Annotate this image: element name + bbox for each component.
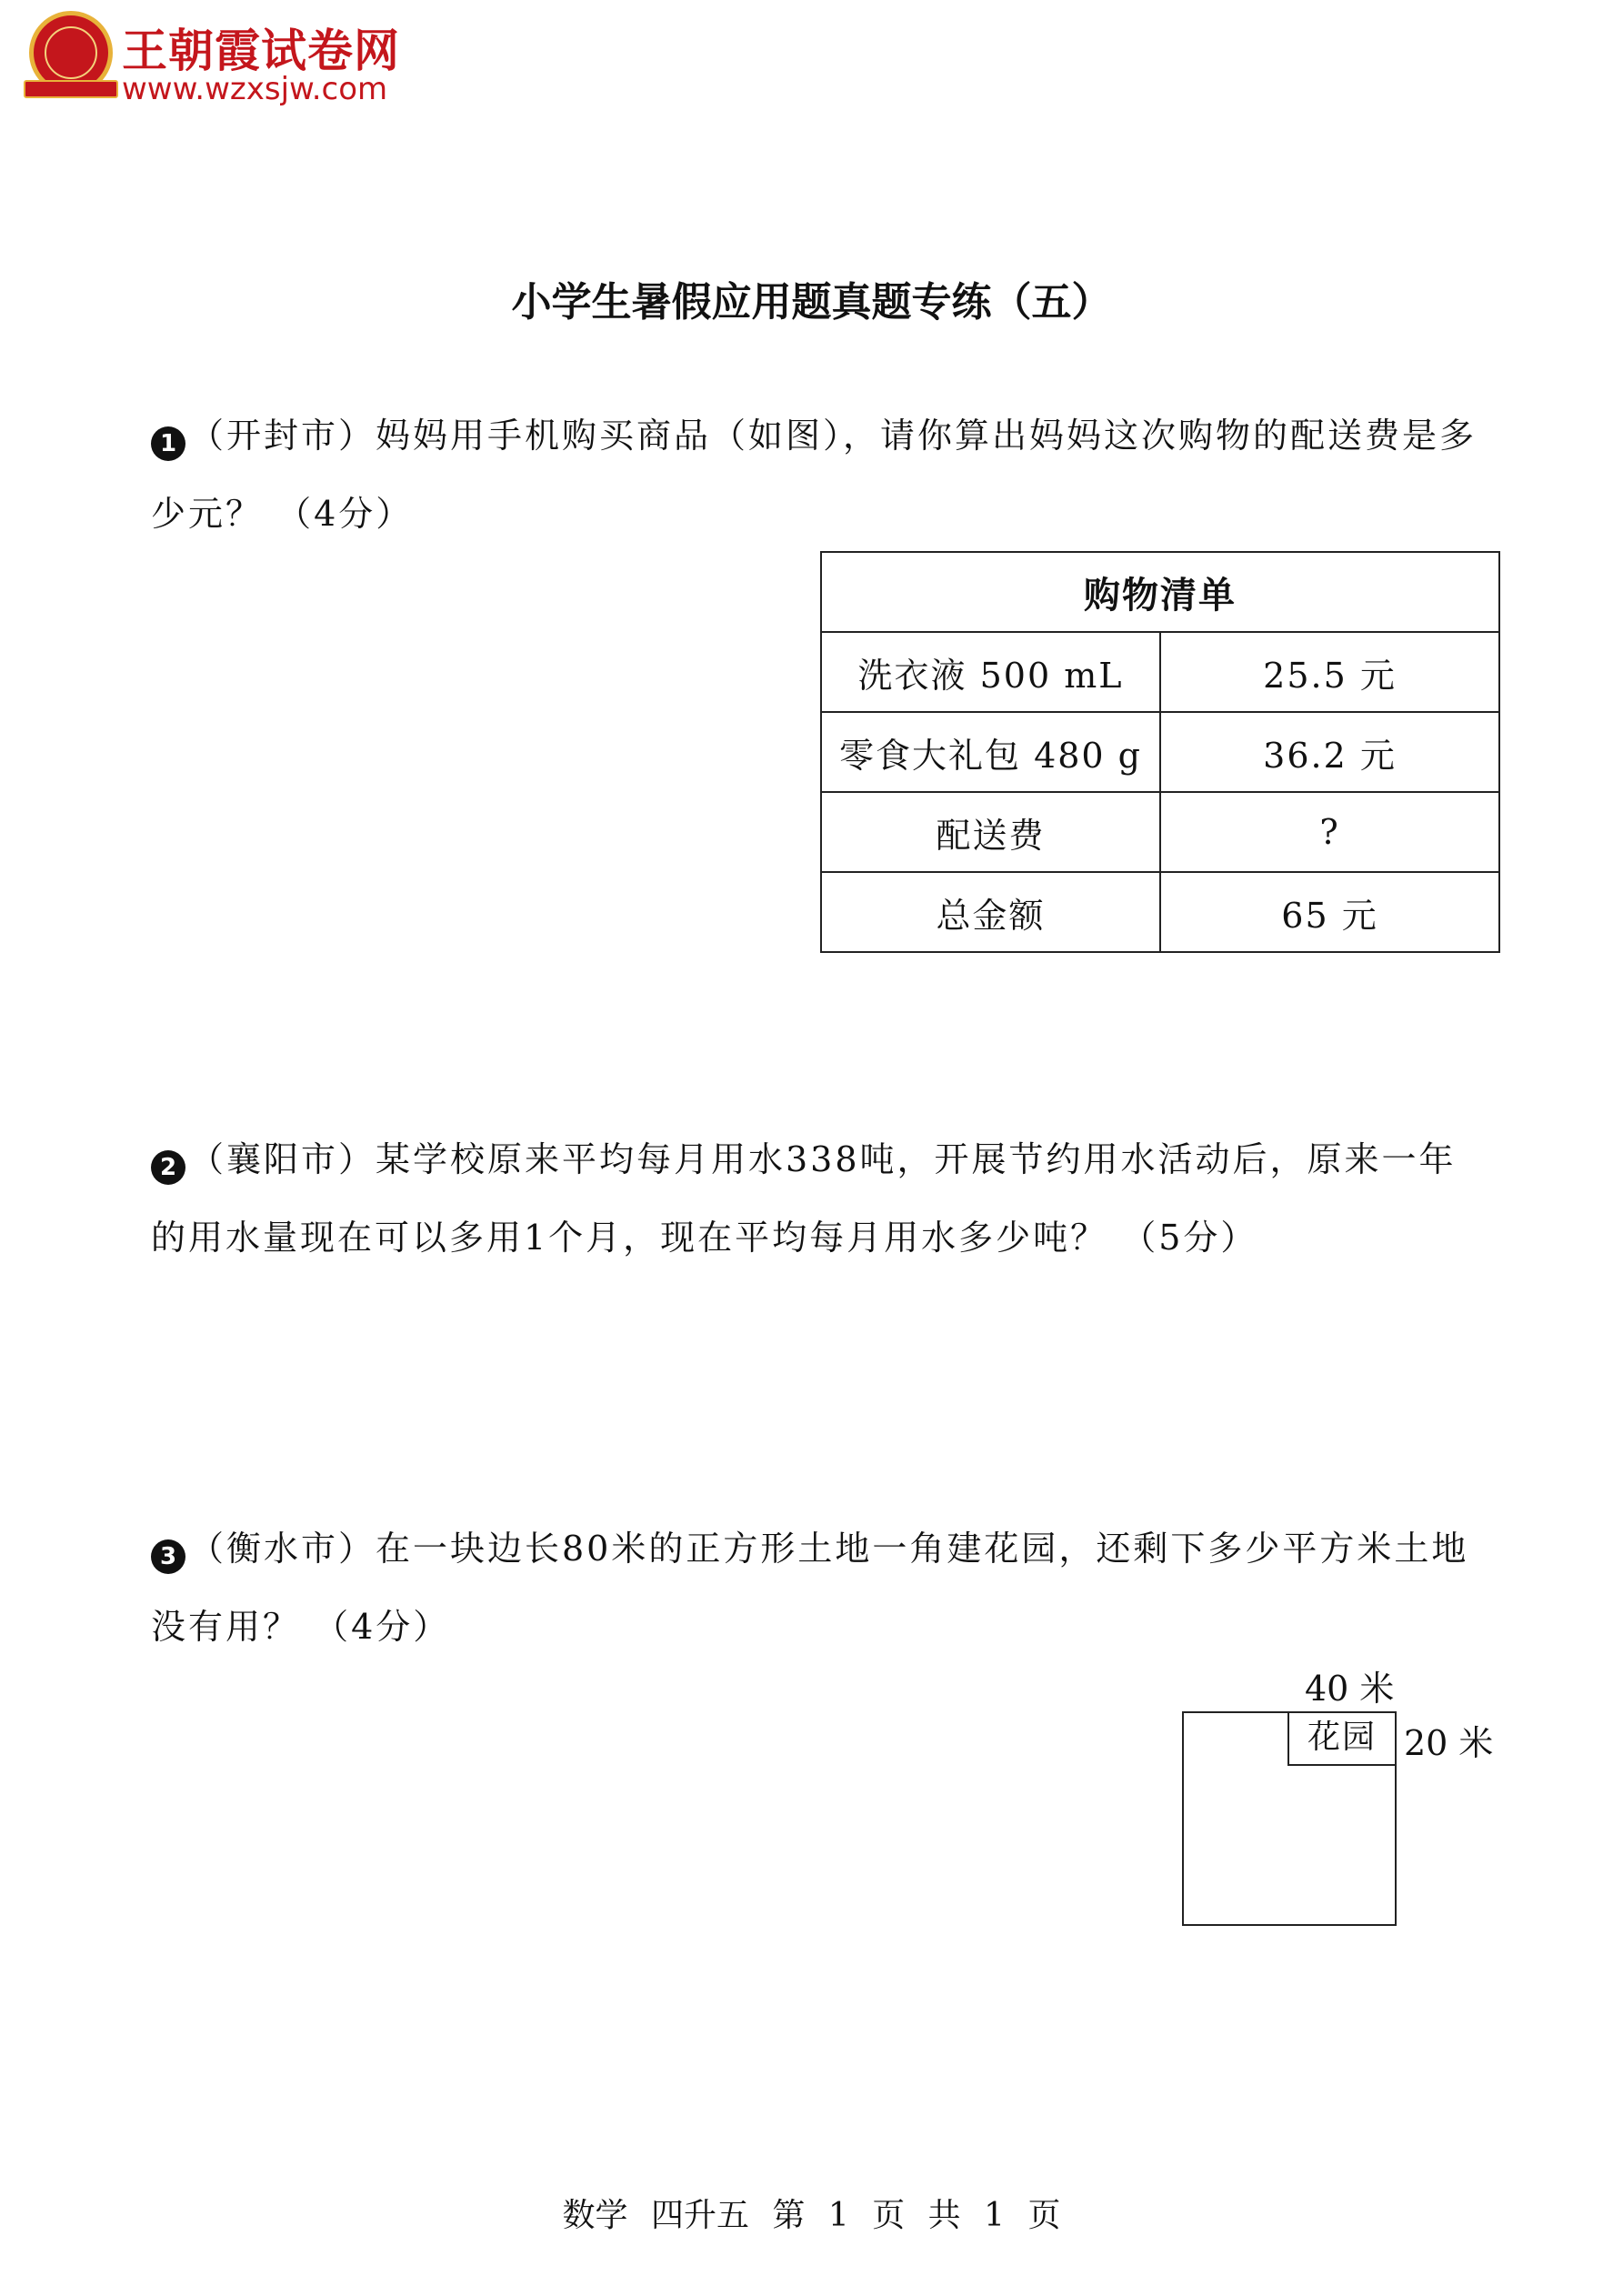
site-logo (27, 9, 409, 109)
table-row (821, 792, 1499, 872)
seal-ribbon (24, 80, 118, 98)
page-footer: 数学 四升五 第 1 页 共 1 页 (562, 2197, 1061, 2234)
question-3 (151, 1509, 1488, 1666)
garden-figure (1137, 1660, 1500, 1933)
item-cell: 洗衣液 500 mL (821, 632, 1160, 712)
item-cell: 总金额 (821, 872, 1160, 952)
question-1 (151, 396, 1488, 553)
table-header-row (821, 552, 1499, 632)
value-cell: 36.2 元 (1160, 712, 1499, 792)
table-row (821, 712, 1499, 792)
garden-width-label: 40 米 (1305, 1669, 1395, 1709)
question-2 (151, 1120, 1488, 1277)
seal-inner-ring (45, 26, 97, 79)
question-text: （开封市）妈妈用手机购买商品（如图），请你算出妈妈这次购物的配送费是多少元？ （4分） (151, 416, 1478, 534)
site-url: www.wzxsjw.com (122, 71, 388, 107)
garden-height-label: 20 米 (1404, 1723, 1494, 1763)
value-cell: 65 元 (1160, 872, 1499, 952)
page-title: 小学生暑假应用题真题专练（五） (511, 279, 1112, 326)
question-text: （衡水市）在一块边长80米的正方形土地一角建花园，还剩下多少平方米土地没有用？ （4分） (151, 1529, 1469, 1647)
question-number-badge: 3 (151, 1539, 185, 1574)
question-number-badge: 2 (151, 1150, 185, 1185)
site-name: 王朝霞试卷网 (122, 25, 400, 77)
table-row (821, 632, 1499, 712)
shopping-list-table (820, 551, 1500, 953)
item-cell: 零食大礼包 480 g (821, 712, 1160, 792)
table-row (821, 872, 1499, 952)
question-number-badge: 1 (151, 426, 185, 461)
question-text: （襄阳市）某学校原来平均每月用水338吨，开展节约用水活动后，原来一年的用水量现在可以多用1个月，现在平均每月用水多少吨？ （5分） (151, 1139, 1457, 1258)
garden-rect: 花园 (1287, 1711, 1397, 1766)
value-cell: ? (1160, 792, 1499, 872)
item-cell: 配送费 (821, 792, 1160, 872)
table-title: 购物清单 (821, 552, 1499, 632)
value-cell: 25.5 元 (1160, 632, 1499, 712)
